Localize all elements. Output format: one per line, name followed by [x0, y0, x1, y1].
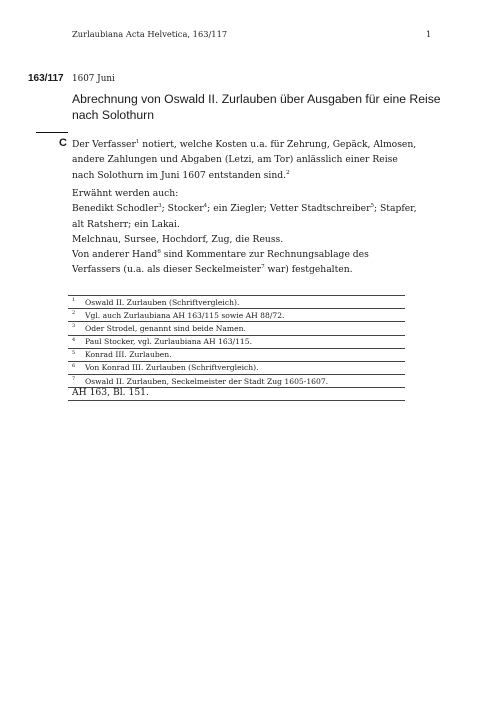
summary-paragraph: Der Verfasser$^1$ notiert, welche Kosten u.a. für Zehrung, Gepäck, Almosen, andere Zahlungen und Abgaben (Letzi, am Tor) anlässlich einer Reise nach Solothurn im Juni 1607 entstanden sind.$^2$ — [72, 139, 417, 181]
mentions-paragraph — [72, 186, 417, 247]
section-letter: C — [59, 137, 67, 149]
mentions-persons: Benedikt Schodler$^3$; Stocker$^4$; ein Ziegler; Vetter Stadtschreiber$^5$; Stapfer, alt Ratsherr; ein Lakai. — [72, 203, 417, 230]
footnote-ref: 1 — [135, 139, 140, 145]
document-number: 163/117 — [28, 73, 64, 84]
footnote: 2 Vgl. auch Zurlaubiana AH 163/115 sowie AH 88/72. — [68, 309, 405, 322]
footnotes-list — [68, 295, 405, 388]
footnote: 6 Von Konrad III. Zurlauben (Schriftvergleich). — [68, 362, 405, 375]
footnote: 7 Oswald II. Zurlauben, Seckelmeister der Stadt Zug 1605-1607. — [68, 375, 405, 388]
page-number: 1 — [426, 29, 432, 39]
footnote: 1 Oswald II. Zurlauben (Schriftvergleich). — [68, 296, 405, 309]
mentions-intro: Erwähnt werden auch: — [72, 188, 179, 199]
footnote-ref: 2 — [286, 169, 290, 176]
footnote: 4 Paul Stocker, vgl. Zurlaubiana AH 163/115. — [68, 336, 405, 349]
running-header: Zurlaubiana Acta Helvetica, 163/117 — [72, 29, 228, 39]
source-rule — [68, 400, 405, 401]
document-title: Abrechnung von Oswald II. Zurlauben über Ausgaben für eine Reise nach Solothurn — [72, 92, 441, 122]
source-reference: AH 163, Bl. 151. — [72, 387, 149, 398]
section-rule — [36, 132, 68, 133]
comments-paragraph: Von anderer Hand$^6$ sind Kommentare zur Rechnungsablage des Verfassers (u.a. als dieser Seckelmeister$^7$ war) festgehalten. — [72, 249, 369, 276]
footnote: 5 Konrad III. Zurlauben. — [68, 349, 405, 362]
mentions-places: Melchnau, Sursee, Hochdorf, Zug, die Reuss. — [72, 233, 284, 245]
document-date: 1607 Juni — [72, 74, 115, 84]
footnote: 3 Oder Strodel, genannt sind beide Namen. — [68, 322, 405, 335]
